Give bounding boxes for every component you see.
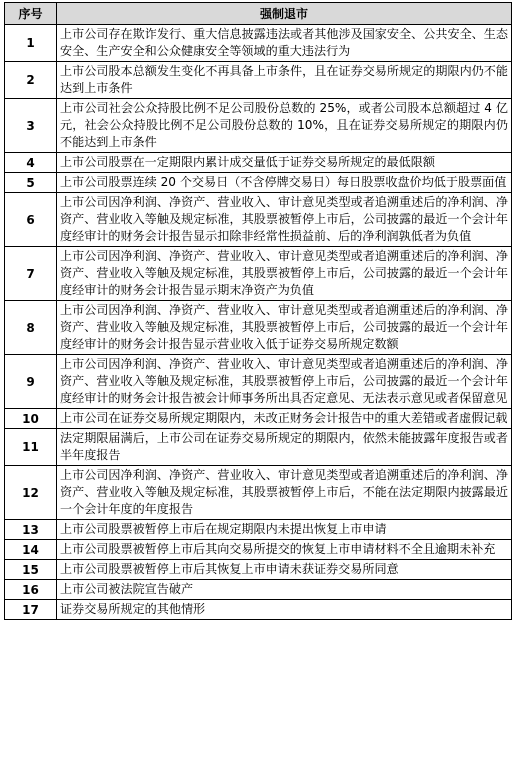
- row-condition: 上市公司股票在一定期限内累计成交量低于证券交易所规定的最低限额: [57, 153, 512, 173]
- row-number: 10: [5, 409, 57, 429]
- row-condition: 上市公司因净利润、净资产、营业收入、审计意见类型或者追溯重述后的净利润、净资产、营业收入等触及规定标准，其股票被暂停上市后，公司披露的最近一个会计年度经审计的财务会计报告显示营业收入低于证券交易所规定数额: [57, 301, 512, 355]
- table-row: [5, 247, 512, 301]
- row-number: 15: [5, 560, 57, 580]
- row-condition: 上市公司因净利润、净资产、营业收入、审计意见类型或者追溯重述后的净利润、净资产、营业收入等触及规定标准，其股票被暂停上市后，公司披露的最近一个会计年度经审计的财务会计报告被会计师事务所出具否定意见、无法表示意见或者保留意见: [57, 355, 512, 409]
- row-condition: 上市公司股票被暂停上市后其向交易所提交的恢复上市申请材料不全且逾期未补充: [57, 540, 512, 560]
- row-number: 8: [5, 301, 57, 355]
- row-condition: 上市公司在证券交易所规定期限内，未改正财务会计报告中的重大差错或者虚假记载: [57, 409, 512, 429]
- table-row: [5, 25, 512, 62]
- row-number: 3: [5, 99, 57, 153]
- row-number: 13: [5, 520, 57, 540]
- table-row: [5, 429, 512, 466]
- row-condition: 证券交易所规定的其他情形: [57, 600, 512, 620]
- row-condition: 上市公司因净利润、净资产、营业收入、审计意见类型或者追溯重述后的净利润、净资产、营业收入等触及规定标准，其股票被暂停上市后，公司披露的最近一个会计年度经审计的财务会计报告显示期末净资产为负值: [57, 247, 512, 301]
- row-condition: 上市公司股票被暂停上市后其恢复上市申请未获证券交易所同意: [57, 560, 512, 580]
- delisting-table: [4, 2, 512, 620]
- table-row: [5, 520, 512, 540]
- row-number: 2: [5, 62, 57, 99]
- row-number: 7: [5, 247, 57, 301]
- row-condition: 上市公司存在欺诈发行、重大信息披露违法或者其他涉及国家安全、公共安全、生态安全、生产安全和公众健康安全等领域的重大违法行为: [57, 25, 512, 62]
- table-row: [5, 540, 512, 560]
- table-row: [5, 600, 512, 620]
- table-row: [5, 153, 512, 173]
- row-number: 6: [5, 193, 57, 247]
- row-condition: 上市公司因净利润、净资产、营业收入、审计意见类型或者追溯重述后的净利润、净资产、营业收入等触及规定标准，其股票被暂停上市后，不能在法定期限内披露最近一个会计年度的年度报告: [57, 466, 512, 520]
- row-number: 11: [5, 429, 57, 466]
- row-number: 9: [5, 355, 57, 409]
- table-row: [5, 409, 512, 429]
- row-number: 4: [5, 153, 57, 173]
- row-number: 12: [5, 466, 57, 520]
- row-number: 1: [5, 25, 57, 62]
- row-number: 5: [5, 173, 57, 193]
- header-serial-number: 序号: [5, 3, 57, 25]
- row-number: 14: [5, 540, 57, 560]
- row-condition: 上市公司社会公众持股比例不足公司股份总数的 25%，或者公司股本总额超过 4 亿元，社会公众持股比例不足公司股份总数的 10%，且在证券交易所规定的期限内仍不能达到上市条件: [57, 99, 512, 153]
- row-condition: 上市公司因净利润、净资产、营业收入、审计意见类型或者追溯重述后的净利润、净资产、营业收入等触及规定标准，其股票被暂停上市后，公司披露的最近一个会计年度经审计的财务会计报告显示扣除非经常性损益前、后的净利润孰低者为负值: [57, 193, 512, 247]
- table-row: [5, 580, 512, 600]
- row-condition: 上市公司股票连续 20 个交易日（不含停牌交易日）每日股票收盘价均低于股票面值: [57, 173, 512, 193]
- table-row: [5, 301, 512, 355]
- table-row: [5, 193, 512, 247]
- header-row: [5, 3, 512, 25]
- table-row: [5, 466, 512, 520]
- table-row: [5, 99, 512, 153]
- row-condition: 上市公司被法院宣告破产: [57, 580, 512, 600]
- row-condition: 上市公司股票被暂停上市后在规定期限内未提出恢复上市申请: [57, 520, 512, 540]
- table-row: [5, 173, 512, 193]
- table-row: [5, 560, 512, 580]
- row-number: 16: [5, 580, 57, 600]
- row-number: 17: [5, 600, 57, 620]
- header-forced-delisting: 强制退市: [57, 3, 512, 25]
- row-condition: 法定期限届满后，上市公司在证券交易所规定的期限内，依然未能披露年度报告或者半年度报告: [57, 429, 512, 466]
- row-condition: 上市公司股本总额发生变化不再具备上市条件，且在证券交易所规定的期限内仍不能达到上市条件: [57, 62, 512, 99]
- table-row: [5, 355, 512, 409]
- table-row: [5, 62, 512, 99]
